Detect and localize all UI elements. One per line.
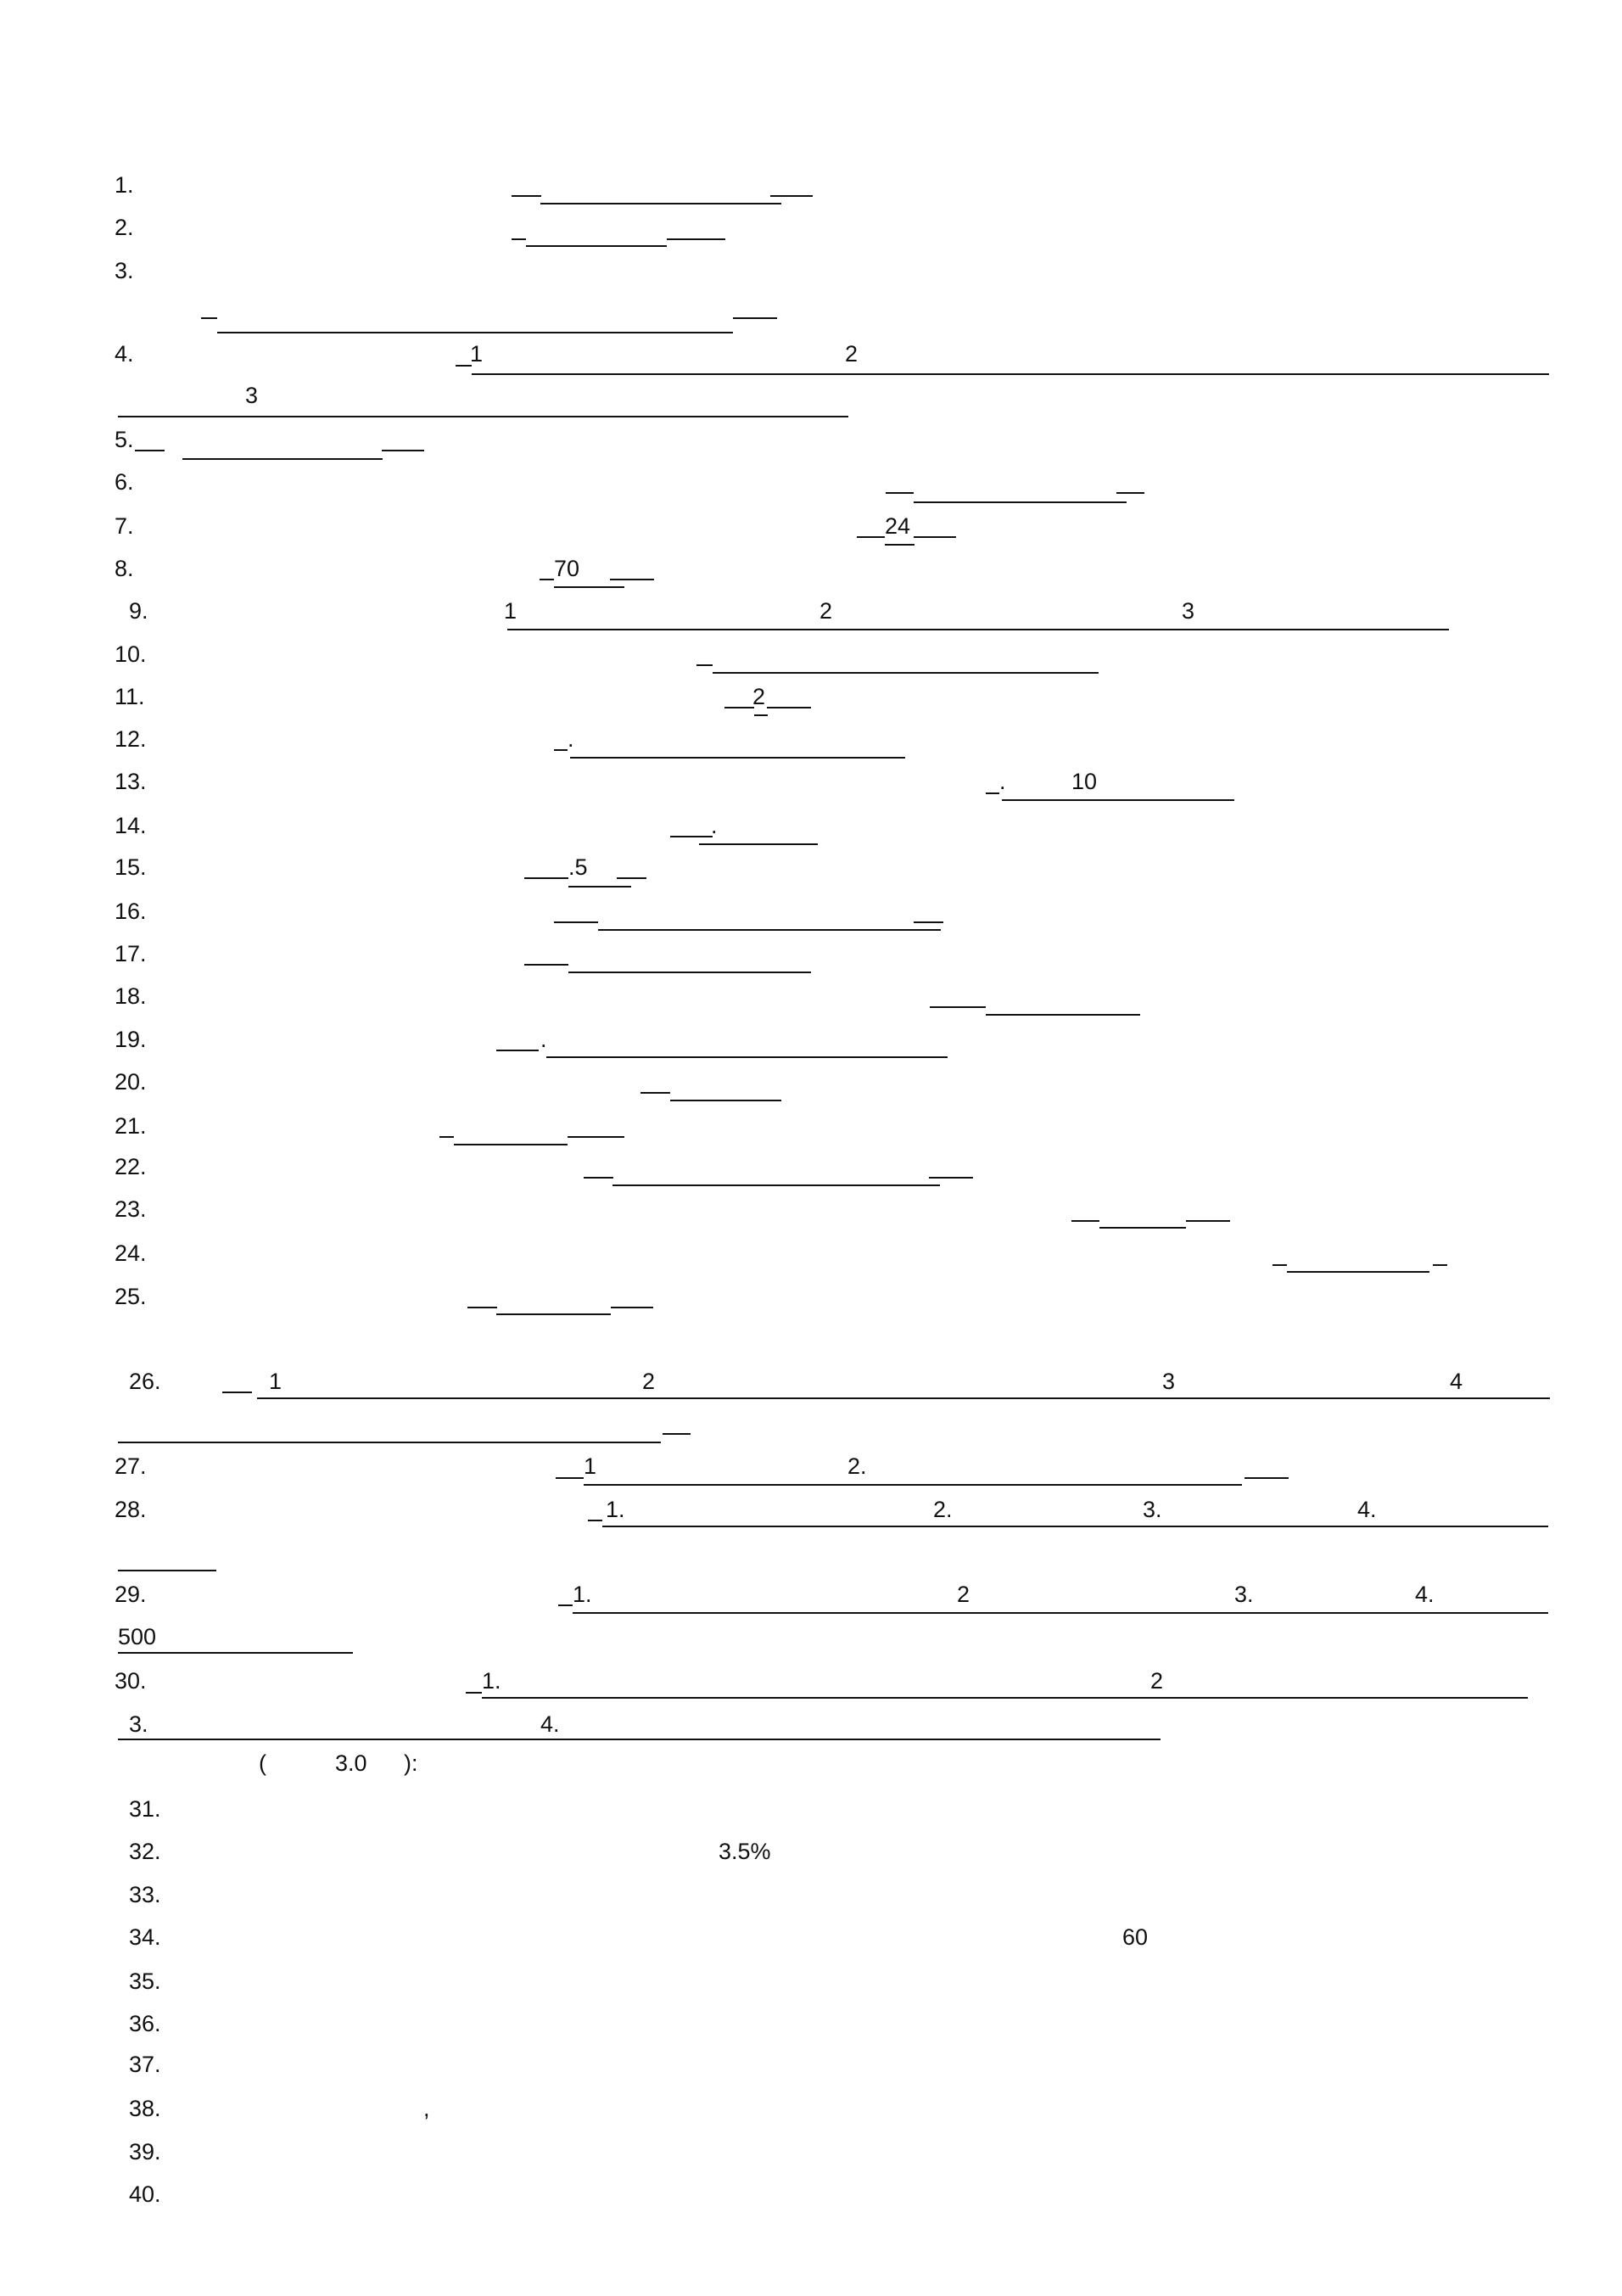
question-number: 34.: [129, 1924, 161, 1950]
answer-blank-line: [713, 672, 1099, 674]
fill-text: 10: [1071, 769, 1098, 794]
answer-blank-line: [610, 579, 654, 580]
question-number: 19.: [115, 1027, 147, 1052]
answer-blank-line: [986, 1014, 1140, 1016]
answer-blank-line: [540, 203, 781, 204]
answer-blank-line: [754, 714, 768, 716]
answer-blank-line: [767, 707, 811, 708]
question-number: 37.: [129, 2052, 161, 2077]
answer-blank-line: [546, 1056, 948, 1058]
answer-blank-line: [573, 1612, 1548, 1614]
answer-blank-line: [558, 1604, 573, 1606]
fill-text: 1: [269, 1369, 282, 1394]
fill-text: .: [568, 726, 574, 752]
answer-blank-line: [1099, 1227, 1186, 1229]
fill-text: 2: [752, 684, 766, 709]
question-number: 5.: [115, 427, 134, 452]
answer-blank-line: [598, 929, 941, 931]
question-number: 14.: [115, 813, 147, 838]
answer-blank-line: [612, 1184, 940, 1186]
answer-blank-line: [930, 1006, 986, 1008]
answer-blank-line: [914, 921, 943, 923]
question-number: 20.: [115, 1069, 147, 1095]
answer-blank-line: [640, 1092, 670, 1094]
answer-blank-line: [663, 1433, 691, 1435]
answer-blank-line: [914, 536, 956, 538]
answer-blank-line: [507, 629, 1449, 630]
question-number: 38.: [129, 2096, 161, 2121]
answer-blank-line: [588, 1520, 602, 1521]
answer-blank-line: [466, 1692, 482, 1694]
answer-blank-line: [570, 757, 905, 759]
answer-blank-line: [914, 501, 1127, 503]
answer-blank-line: [382, 450, 424, 451]
fill-text: .5: [568, 854, 588, 880]
answer-blank-line: [1116, 492, 1144, 494]
question-number: 32.: [129, 1839, 161, 1864]
answer-blank-line: [568, 972, 811, 973]
section-header-close-paren: ):: [404, 1750, 418, 1776]
answer-blank-line: [118, 1442, 661, 1443]
answer-blank-line: [885, 544, 914, 546]
question-number: 4.: [115, 341, 134, 367]
fill-text: 4: [1450, 1369, 1463, 1394]
answer-blank-line: [568, 1136, 624, 1138]
question-number: 26.: [129, 1369, 161, 1394]
question-number: 40.: [129, 2181, 161, 2207]
question-number: 15.: [115, 854, 147, 880]
fill-text: ,: [423, 2096, 430, 2121]
answer-blank-line: [118, 1652, 353, 1654]
question-number: 12.: [115, 726, 147, 752]
question-number: 9.: [129, 598, 148, 624]
question-number: 23.: [115, 1196, 147, 1222]
answer-blank-line: [526, 245, 667, 247]
answer-blank-line: [512, 195, 541, 197]
fill-text: 2: [819, 598, 833, 624]
fill-text: 3.5%: [719, 1839, 771, 1864]
question-number: 25.: [115, 1284, 147, 1309]
question-number: 13.: [115, 769, 147, 794]
answer-blank-line: [118, 1739, 1161, 1740]
fill-text: 3.: [1234, 1582, 1254, 1607]
answer-blank-line: [667, 238, 725, 240]
question-number: 22.: [115, 1154, 147, 1179]
answer-blank-line: [135, 450, 165, 451]
answer-blank-line: [568, 886, 631, 888]
fill-text: 1.: [606, 1497, 625, 1522]
question-number: 18.: [115, 983, 147, 1009]
answer-blank-line: [929, 1177, 973, 1179]
answer-blank-line: [556, 1477, 584, 1479]
question-number: 35.: [129, 1968, 161, 1994]
answer-blank-line: [118, 1570, 216, 1571]
question-number: 3.: [115, 258, 134, 283]
fill-text: 1.: [573, 1582, 592, 1607]
question-number: 7.: [115, 513, 134, 539]
answer-blank-line: [584, 1177, 613, 1179]
answer-blank-line: [857, 536, 885, 538]
fill-text: .: [540, 1027, 547, 1052]
fill-text: 1: [504, 598, 517, 624]
fill-text: 1.: [482, 1668, 501, 1694]
question-number: 27.: [115, 1453, 147, 1479]
answer-blank-line: [524, 877, 568, 879]
answer-blank-line: [554, 749, 568, 751]
answer-blank-line: [482, 1697, 1528, 1699]
answer-blank-line: [602, 1526, 1548, 1527]
fill-text: 1: [470, 341, 484, 367]
answer-blank-line: [554, 586, 624, 588]
fill-text: 70: [554, 556, 580, 581]
fill-text: 3.: [129, 1711, 148, 1737]
fill-text: 2.: [847, 1453, 867, 1479]
answer-blank-line: [611, 1307, 653, 1308]
answer-blank-line: [222, 1392, 252, 1393]
answer-blank-line: [670, 1100, 781, 1101]
answer-blank-line: [733, 317, 777, 319]
question-number: 17.: [115, 941, 147, 966]
question-number: 10.: [115, 641, 147, 667]
answer-blank-line: [496, 1313, 611, 1315]
fill-text: .: [711, 813, 718, 838]
answer-blank-line: [454, 1144, 568, 1145]
fill-text: 2: [957, 1582, 970, 1607]
answer-blank-line: [524, 964, 568, 966]
question-number: 30.: [115, 1668, 147, 1694]
answer-blank-line: [584, 1484, 1242, 1486]
fill-text: 500: [118, 1624, 157, 1649]
answer-blank-line: [1071, 1220, 1099, 1222]
answer-blank-line: [496, 1050, 539, 1051]
question-number: 8.: [115, 556, 134, 581]
question-number: 11.: [115, 684, 145, 709]
answer-blank-line: [439, 1136, 454, 1138]
section-header-open-paren: (: [259, 1750, 266, 1776]
question-number: 1.: [115, 172, 134, 198]
fill-text: 3: [245, 383, 259, 408]
answer-blank-line: [696, 664, 713, 666]
fill-text: 3: [1162, 1369, 1176, 1394]
answer-blank-line: [770, 195, 813, 197]
answer-blank-line: [467, 1307, 497, 1308]
answer-blank-line: [1244, 1477, 1289, 1479]
answer-blank-line: [724, 707, 754, 708]
answer-blank-line: [1433, 1264, 1447, 1266]
section-header-score: 3.0: [335, 1750, 367, 1776]
answer-blank-line: [217, 332, 733, 333]
fill-text: 4.: [540, 1711, 560, 1737]
question-number: 33.: [129, 1882, 161, 1907]
answer-blank-line: [201, 317, 217, 319]
question-number: 36.: [129, 2011, 161, 2036]
fill-text: 3: [1182, 598, 1195, 624]
question-number: 2.: [115, 215, 134, 240]
answer-blank-line: [540, 579, 554, 580]
question-number: 21.: [115, 1113, 147, 1139]
answer-blank-line: [554, 921, 598, 923]
question-number: 31.: [129, 1796, 161, 1822]
answer-blank-line: [118, 416, 848, 417]
fill-text: 60: [1122, 1924, 1149, 1950]
fill-text: 1: [584, 1453, 597, 1479]
question-number: 28.: [115, 1497, 147, 1522]
question-number: 6.: [115, 469, 134, 495]
answer-blank-line: [1002, 799, 1234, 801]
fill-text: 3.: [1143, 1497, 1162, 1522]
question-number: 29.: [115, 1582, 147, 1607]
answer-blank-line: [1287, 1271, 1429, 1273]
fill-text: 2: [845, 341, 859, 367]
fill-text: 4.: [1415, 1582, 1435, 1607]
answer-blank-line: [1272, 1264, 1287, 1266]
answer-blank-line: [617, 877, 646, 879]
answer-blank-line: [699, 843, 818, 845]
answer-blank-line: [670, 836, 713, 837]
answer-blank-line: [886, 492, 914, 494]
answer-blank-line: [512, 238, 526, 240]
question-number: 39.: [129, 2139, 161, 2164]
fill-text: 4.: [1357, 1497, 1377, 1522]
answer-blank-line: [472, 373, 1549, 375]
question-number: 24.: [115, 1240, 147, 1266]
answer-blank-line: [257, 1397, 1550, 1399]
answer-blank-line: [182, 458, 383, 460]
fill-text: 2: [1150, 1668, 1164, 1694]
answer-blank-line: [1186, 1220, 1230, 1222]
answer-blank-line: [986, 792, 999, 794]
fill-text: 24: [885, 513, 911, 539]
question-number: 16.: [115, 899, 147, 924]
fill-text: 2: [642, 1369, 656, 1394]
fill-text: .: [999, 769, 1006, 794]
fill-text: 2.: [933, 1497, 953, 1522]
